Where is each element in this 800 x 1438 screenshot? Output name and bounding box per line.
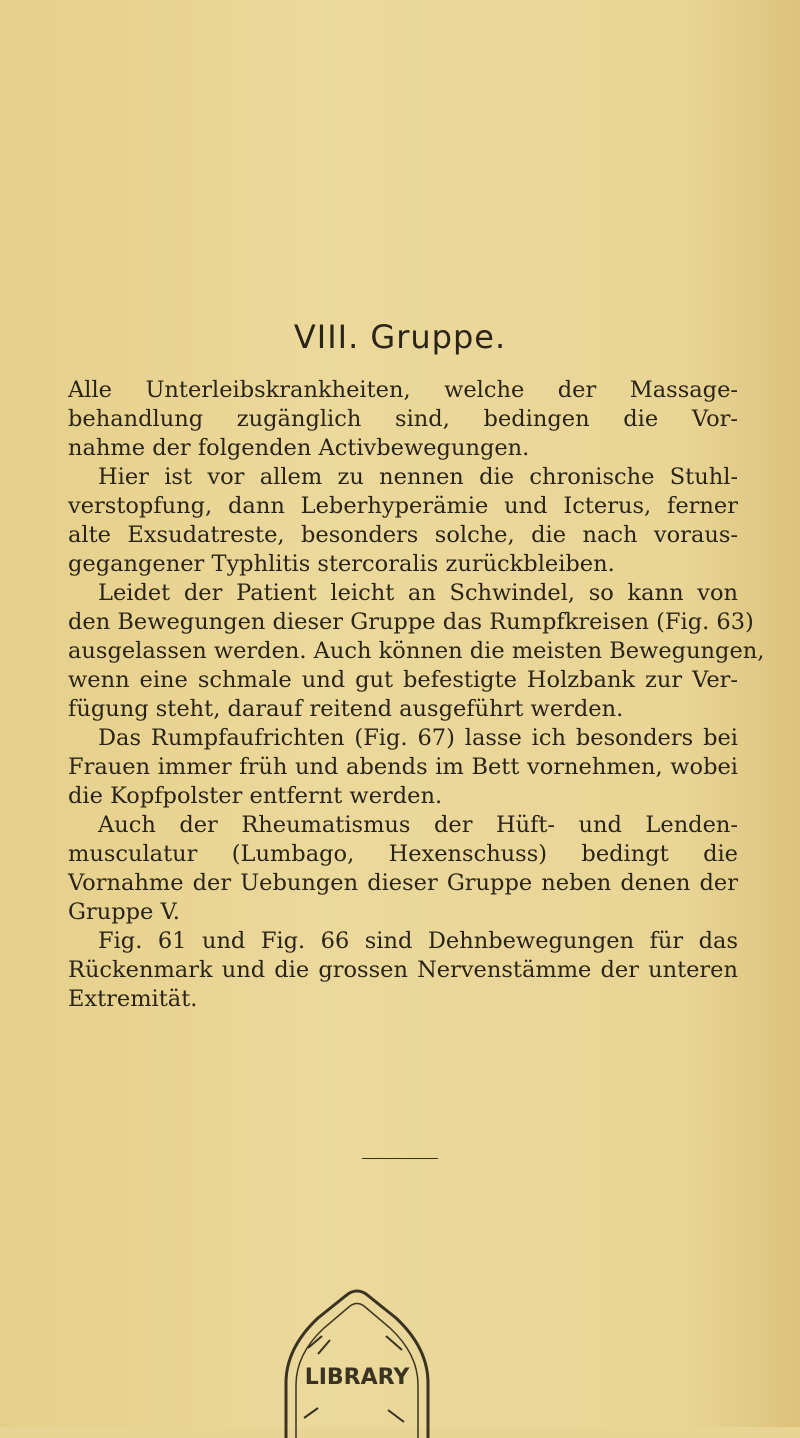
text-line: ausgelassen werden. Auch können die meisten Bewegungen,	[68, 637, 738, 666]
text-line: Extremität.	[68, 985, 738, 1014]
text-line: Das Rumpfaufrichten (Fig. 67) lasse ich besonders bei	[68, 724, 738, 753]
text-line: behandlung zugänglich sind, bedingen die Vor-	[68, 405, 738, 434]
text-line: alte Exsudatreste, besonders solche, die nach voraus-	[68, 521, 738, 550]
stamp-label: LIBRARY	[305, 1365, 411, 1390]
text-line: Alle Unterleibskrankheiten, welche der Massage-	[68, 376, 738, 405]
text-line: Fig. 61 und Fig. 66 sind Dehnbewegungen für das	[68, 927, 738, 956]
text-line: nahme der folgenden Activbewegungen.	[68, 434, 738, 463]
text-line: Hier ist vor allem zu nennen die chronische Stuhl-	[68, 463, 738, 492]
text-line: Vornahme der Uebungen dieser Gruppe neben denen der	[68, 869, 738, 898]
section-divider	[362, 1158, 438, 1159]
library-stamp	[278, 1288, 436, 1438]
text-line: Auch der Rheumatismus der Hüft- und Lenden-	[68, 811, 738, 840]
text-line: die Kopfpolster entfernt werden.	[68, 782, 738, 811]
text-line: Frauen immer früh und abends im Bett vornehmen, wobei	[68, 753, 738, 782]
text-line: den Bewegungen dieser Gruppe das Rumpfkreisen (Fig. 63)	[68, 608, 738, 637]
body-text	[68, 376, 738, 1014]
text-line: Gruppe V.	[68, 898, 738, 927]
text-line: wenn eine schmale und gut befestigte Holzbank zur Ver-	[68, 666, 738, 695]
text-line: gegangener Typhlitis stercoralis zurückbleiben.	[68, 550, 738, 579]
text-line: fügung steht, darauf reitend ausgeführt werden.	[68, 695, 738, 724]
section-title: VIII. Gruppe.	[0, 318, 800, 356]
text-line: Leidet der Patient leicht an Schwindel, so kann von	[68, 579, 738, 608]
text-line: Rückenmark und die grossen Nervenstämme der unteren	[68, 956, 738, 985]
text-line: musculatur (Lumbago, Hexenschuss) bedingt die	[68, 840, 738, 869]
text-line: verstopfung, dann Leberhyperämie und Icterus, ferner	[68, 492, 738, 521]
